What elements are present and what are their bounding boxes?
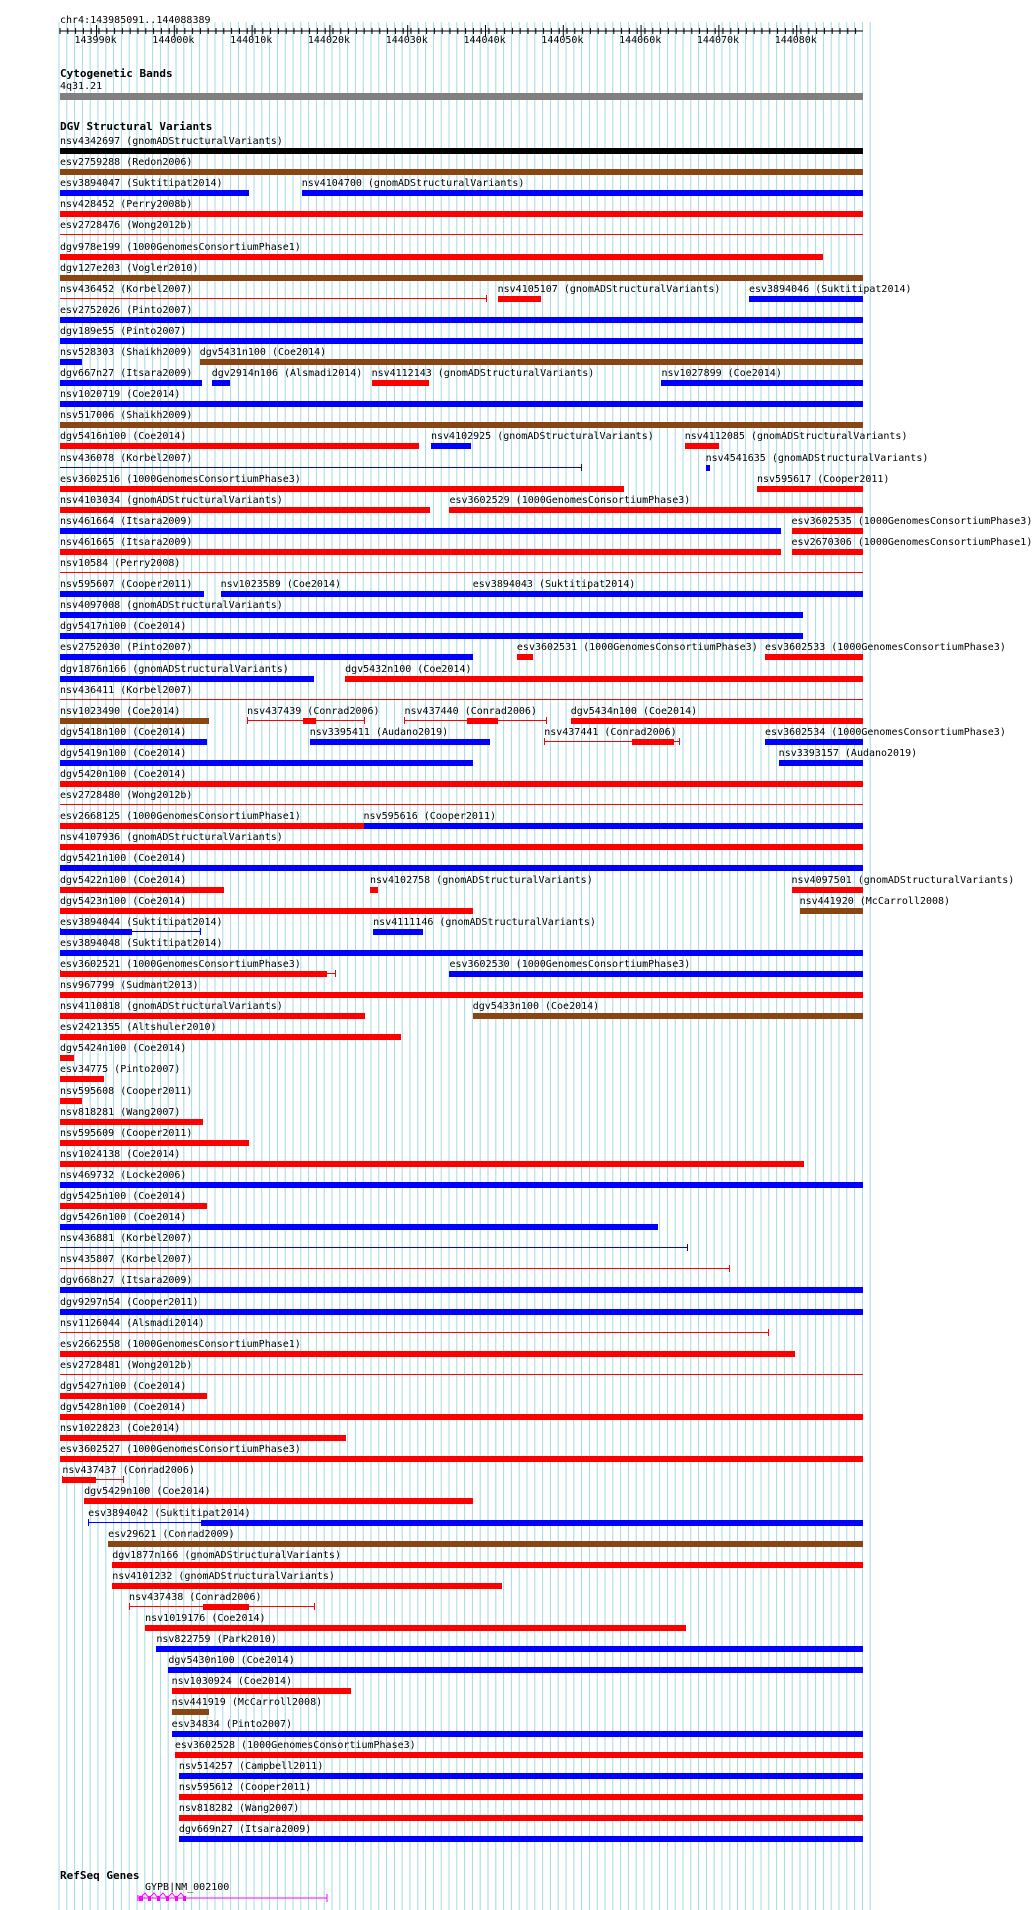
cytoband-bar[interactable] <box>60 93 863 100</box>
variant-bar[interactable] <box>310 739 491 745</box>
variant-bar[interactable] <box>179 1836 863 1842</box>
variant-bar[interactable] <box>156 1646 863 1652</box>
variant-label: dgv5433n100 (Coe2014) <box>472 1001 600 1013</box>
variant-line[interactable] <box>60 699 863 700</box>
variant-bar[interactable] <box>60 633 803 639</box>
variant-start-cap <box>88 1519 89 1526</box>
variant-label: esv3894044 (Suktitipat2014) <box>60 916 223 928</box>
variant-label: dgv5416n100 (Coe2014) <box>60 431 187 443</box>
variant-bar[interactable] <box>60 422 863 428</box>
variant-label: nsv436411 (Korbel2007) <box>60 684 193 696</box>
variant-end-cap <box>729 1265 730 1272</box>
variant-bar[interactable] <box>60 254 823 260</box>
variant-label: nsv1023490 (Coe2014) <box>60 705 181 717</box>
variant-label: nsv818281 (Wang2007) <box>60 1106 181 1118</box>
variant-label: nsv437440 (Conrad2006) <box>404 705 537 717</box>
variant-label: esv2728476 (Wong2012b) <box>60 220 193 232</box>
variant-label: esv3602528 (1000GenomesConsortiumPhase3) <box>174 1739 416 1751</box>
variant-label: nsv4342697 (gnomADStructuralVariants) <box>60 136 283 147</box>
variant-end-cap <box>364 717 365 724</box>
variant-label: nsv437439 (Conrad2006) <box>247 705 380 717</box>
variant-label: nsv461664 (Itsara2009) <box>60 515 193 527</box>
variant-label: nsv1027899 (Coe2014) <box>661 368 782 380</box>
variant-core-bar[interactable] <box>467 718 498 724</box>
variant-label: dgv5426n100 (Coe2014) <box>60 1212 187 1224</box>
variant-label: nsv528303 (Shaikh2009) <box>60 347 193 358</box>
variant-label: esv2752030 (Pinto2007) <box>60 642 193 654</box>
variant-bar[interactable] <box>60 1055 74 1061</box>
variant-bar[interactable] <box>168 1667 863 1673</box>
variant-label: esv3602530 (1000GenomesConsortiumPhase3) <box>449 958 691 970</box>
variant-bar[interactable] <box>60 1393 207 1399</box>
variant-label: nsv4541635 (gnomADStructuralVariants) <box>705 452 929 464</box>
variant-label: esv2759288 (Redon2006) <box>60 157 193 169</box>
variant-label: dgv5434n100 (Coe2014) <box>570 705 698 717</box>
variant-bar[interactable] <box>765 739 863 745</box>
variant-bar[interactable] <box>517 654 533 660</box>
variant-bar[interactable] <box>60 718 209 724</box>
variant-end-cap <box>335 970 336 977</box>
variant-bar[interactable] <box>60 1203 207 1209</box>
variant-label: dgv5431n100 (Coe2014) <box>199 347 327 358</box>
variant-core-bar[interactable] <box>203 1604 249 1610</box>
variant-bar[interactable] <box>84 1498 473 1504</box>
variant-label: nsv967799 (Sudmant2013) <box>60 980 199 991</box>
variant-bar[interactable] <box>145 1625 686 1631</box>
variant-bar[interactable] <box>60 865 863 871</box>
ruler-tick-label: 144010k <box>230 35 273 46</box>
variant-label: esv34775 (Pinto2007) <box>60 1064 181 1076</box>
variant-bar[interactable] <box>60 549 781 555</box>
variant-label: nsv595616 (Cooper2011) <box>363 811 496 823</box>
variant-bar[interactable] <box>60 507 430 513</box>
cytoband-track-title: Cytogenetic Bands <box>60 67 173 80</box>
variant-bar[interactable] <box>449 507 863 513</box>
variant-bar[interactable] <box>60 1076 104 1082</box>
variant-bar[interactable] <box>175 1752 863 1758</box>
ruler-tick-label: 144030k <box>385 35 428 46</box>
variant-bar[interactable] <box>60 739 207 745</box>
variant-label: nsv4104700 (gnomADStructuralVariants) <box>301 178 525 190</box>
variant-line[interactable] <box>60 1374 863 1375</box>
ruler-tick-label: 144020k <box>307 35 351 46</box>
variant-label: nsv428452 (Perry2008b) <box>60 199 193 211</box>
variant-label: nsv437441 (Conrad2006) <box>544 726 677 738</box>
variant-bar[interactable] <box>112 1562 863 1568</box>
variant-bar[interactable] <box>765 654 863 660</box>
variant-line[interactable] <box>60 1247 688 1248</box>
variant-label: esv3894046 (Suktitipat2014) <box>748 283 912 295</box>
variant-label: esv3602516 (1000GenomesConsortiumPhase3) <box>60 473 301 485</box>
variant-label: esv3602535 (1000GenomesConsortiumPhase3) <box>791 515 1032 527</box>
variant-start-cap <box>544 738 545 745</box>
variant-label: esv3602527 (1000GenomesConsortiumPhase3) <box>60 1444 301 1456</box>
variant-label: esv3602531 (1000GenomesConsortiumPhase3) <box>516 642 758 654</box>
variant-label: nsv4103034 (gnomADStructuralVariants) <box>60 494 283 506</box>
variant-bar[interactable] <box>60 1161 804 1167</box>
variant-label: nsv595612 (Cooper2011) <box>178 1781 312 1793</box>
variant-start-cap <box>129 1603 130 1610</box>
variant-bar[interactable] <box>179 1815 863 1821</box>
variant-bar[interactable] <box>345 676 863 682</box>
cytoband-label: 4q31.21 <box>60 81 103 92</box>
variant-label: nsv595609 (Cooper2011) <box>60 1127 193 1139</box>
variant-label: dgv5420n100 (Coe2014) <box>60 769 187 780</box>
variant-core-bar[interactable] <box>60 929 132 935</box>
variant-label: esv3602533 (1000GenomesConsortiumPhase3) <box>765 642 1006 654</box>
variant-label: dgv5430n100 (Coe2014) <box>168 1655 295 1667</box>
variant-line[interactable] <box>60 804 863 805</box>
variant-bar[interactable] <box>60 950 863 956</box>
variant-label: nsv1126044 (Alsmadi2014) <box>60 1317 205 1329</box>
refseq-track-title: RefSeq Genes <box>60 1869 140 1882</box>
variant-label: nsv441919 (McCarroll2008) <box>171 1697 323 1709</box>
variant-end-cap <box>486 295 487 302</box>
variant-start-cap <box>404 717 405 724</box>
variant-bar[interactable] <box>60 486 624 492</box>
variant-bar[interactable] <box>60 169 863 175</box>
variant-bar[interactable] <box>60 1119 203 1125</box>
variant-label: esv3602534 (1000GenomesConsortiumPhase3) <box>765 726 1006 738</box>
variant-label: nsv1020719 (Coe2014) <box>60 389 181 401</box>
variant-bar[interactable] <box>60 612 803 618</box>
variant-label: dgv5419n100 (Coe2014) <box>60 747 187 759</box>
variant-label: nsv595617 (Cooper2011) <box>757 473 890 485</box>
variant-line[interactable] <box>60 467 582 468</box>
variant-line[interactable] <box>60 298 487 299</box>
variant-bar[interactable] <box>60 1414 863 1420</box>
variant-bar[interactable] <box>449 971 863 977</box>
variant-bar[interactable] <box>60 1287 863 1293</box>
variant-label: dgv5423n100 (Coe2014) <box>60 895 187 907</box>
ruler[interactable] <box>0 0 890 60</box>
variant-label: esv2728480 (Wong2012b) <box>60 790 193 802</box>
variant-bar[interactable] <box>60 781 863 787</box>
variant-label: nsv461665 (Itsara2009) <box>60 536 193 548</box>
variant-bar[interactable] <box>60 908 473 914</box>
variant-bar[interactable] <box>370 887 378 893</box>
variant-label: dgv5418n100 (Coe2014) <box>60 726 187 738</box>
variant-label: dgv5427n100 (Coe2014) <box>60 1380 187 1392</box>
variant-label: nsv1030924 (Coe2014) <box>171 1676 293 1688</box>
variant-bar[interactable] <box>792 549 863 555</box>
variant-label: nsv4107936 (gnomADStructuralVariants) <box>60 832 283 844</box>
variant-bar[interactable] <box>112 1583 501 1589</box>
variant-bar[interactable] <box>302 190 863 196</box>
variant-label: esv2670306 (1000GenomesConsortiumPhase1) <box>791 536 1032 548</box>
variant-label: nsv4112143 (gnomADStructuralVariants) <box>371 368 595 380</box>
variant-label: esv2662558 (1000GenomesConsortiumPhase1) <box>60 1338 301 1350</box>
variant-bar[interactable] <box>800 908 863 914</box>
variant-bar[interactable] <box>60 654 473 660</box>
variant-label: nsv4097008 (gnomADStructuralVariants) <box>60 600 283 612</box>
variant-label: nsv595607 (Cooper2011) <box>60 579 193 591</box>
variant-label: dgv668n27 (Itsara2009) <box>60 1275 193 1287</box>
variant-label: esv3894042 (Suktitipat2014) <box>88 1507 251 1519</box>
variant-bar[interactable] <box>792 528 863 534</box>
variant-line[interactable] <box>60 572 863 573</box>
variant-label: nsv1024138 (Coe2014) <box>60 1148 181 1160</box>
variant-label: nsv1022823 (Coe2014) <box>60 1423 181 1435</box>
variant-line[interactable] <box>60 1268 730 1269</box>
variant-label: esv2668125 (1000GenomesConsortiumPhase1) <box>60 811 301 823</box>
variant-end-cap <box>200 928 201 935</box>
variant-bar[interactable] <box>473 1013 863 1019</box>
variant-bar[interactable] <box>221 591 473 597</box>
variant-label: esv3602529 (1000GenomesConsortiumPhase3) <box>449 494 691 506</box>
variant-bar[interactable] <box>172 1688 351 1694</box>
variant-bar[interactable] <box>60 528 781 534</box>
variant-label: nsv1023589 (Coe2014) <box>220 579 342 591</box>
variant-bar[interactable] <box>60 676 314 682</box>
variant-bar[interactable] <box>60 992 863 998</box>
variant-core-bar[interactable] <box>303 718 317 724</box>
variant-bar[interactable] <box>60 1224 658 1230</box>
variant-bar[interactable] <box>179 1794 863 1800</box>
ruler-tick-label: 144080k <box>774 35 817 46</box>
ruler-tick-label: 144050k <box>541 35 584 46</box>
variant-label: nsv517006 (Shaikh2009) <box>60 410 193 422</box>
variant-bar[interactable] <box>60 1098 82 1104</box>
variant-bar[interactable] <box>60 1309 863 1315</box>
variant-core-bar[interactable] <box>201 1520 863 1526</box>
variant-label: dgv127e203 (Vogler2010) <box>60 262 199 274</box>
variant-bar[interactable] <box>60 148 863 154</box>
variant-bar[interactable] <box>779 760 863 766</box>
variant-label: nsv436881 (Korbel2007) <box>60 1233 193 1245</box>
variant-label: nsv4101232 (gnomADStructuralVariants) <box>112 1570 335 1582</box>
variant-label: nsv1019176 (Coe2014) <box>145 1613 266 1624</box>
variant-bar[interactable] <box>60 1435 346 1441</box>
variant-end-cap <box>679 738 680 745</box>
variant-label: nsv435807 (Korbel2007) <box>60 1254 193 1266</box>
variant-line[interactable] <box>60 1332 769 1333</box>
variant-bar[interactable] <box>60 380 202 386</box>
variant-bar[interactable] <box>372 380 429 386</box>
variant-bar[interactable] <box>685 443 720 449</box>
variant-label: nsv437437 (Conrad2006) <box>62 1465 195 1477</box>
variant-label: dgv5432n100 (Coe2014) <box>345 663 472 675</box>
variant-label: nsv514257 (Campbell2011) <box>178 1760 324 1772</box>
variant-bar[interactable] <box>60 1013 365 1019</box>
variant-bar[interactable] <box>60 591 204 597</box>
variant-label: nsv4102925 (gnomADStructuralVariants) <box>430 431 654 443</box>
variant-label: esv2752026 (Pinto2007) <box>60 304 193 316</box>
variant-bar[interactable] <box>60 401 863 407</box>
variant-bar[interactable] <box>60 887 224 893</box>
variant-label: dgv5422n100 (Coe2014) <box>60 874 187 886</box>
variant-line[interactable] <box>60 234 863 235</box>
variant-bar[interactable] <box>60 190 249 196</box>
variant-label: dgv5428n100 (Coe2014) <box>60 1402 187 1413</box>
variant-label: nsv10584 (Perry2008) <box>60 558 181 569</box>
variant-label: dgv5417n100 (Coe2014) <box>60 621 187 633</box>
variant-core-bar[interactable] <box>62 1477 96 1483</box>
variant-label: esv3894048 (Suktitipat2014) <box>60 937 223 949</box>
variant-label: esv2728481 (Wong2012b) <box>60 1359 193 1371</box>
variant-label: nsv595608 (Cooper2011) <box>60 1085 193 1097</box>
variant-bar[interactable] <box>60 760 473 766</box>
ruler-tick-label: 144060k <box>619 35 662 46</box>
variant-start-cap <box>247 717 248 724</box>
variant-bar[interactable] <box>431 443 471 449</box>
variant-label: esv3894043 (Suktitipat2014) <box>472 579 636 591</box>
variant-bar[interactable] <box>60 1140 249 1146</box>
variant-label: esv2421355 (Altshuler2010) <box>60 1022 217 1034</box>
variant-label: nsv469732 (Locke2006) <box>60 1169 187 1181</box>
variant-label: dgv669n27 (Itsara2009) <box>178 1824 312 1835</box>
variant-label: esv34834 (Pinto2007) <box>171 1718 293 1730</box>
variant-label: dgv9297n54 (Cooper2011) <box>60 1296 199 1308</box>
ruler-tick-label: 144070k <box>696 35 740 46</box>
variant-bar[interactable] <box>60 1351 795 1357</box>
variant-bar[interactable] <box>373 929 423 935</box>
variant-end-cap <box>581 464 582 471</box>
region-label: chr4:143985091..144088389 <box>60 15 211 26</box>
variant-label: dgv5429n100 (Coe2014) <box>84 1486 211 1498</box>
variant-bar[interactable] <box>661 380 863 386</box>
variant-label: dgv189e55 (Pinto2007) <box>60 325 187 337</box>
refseq-gene-label: GYPB|NM_002100 <box>145 1882 230 1893</box>
variant-label: nsv822759 (Park2010) <box>156 1634 277 1646</box>
variant-bar[interactable] <box>792 887 863 893</box>
variant-bar[interactable] <box>200 359 863 365</box>
variant-label: nsv818282 (Wang2007) <box>178 1802 300 1814</box>
variant-core-bar[interactable] <box>60 971 327 977</box>
variant-bar[interactable] <box>60 359 82 365</box>
variant-bar[interactable] <box>60 317 863 323</box>
variant-bar[interactable] <box>60 211 863 217</box>
variant-label: nsv4112085 (gnomADStructuralVariants) <box>684 431 908 443</box>
variant-label: nsv3393157 (Audano2019) <box>778 747 918 759</box>
variant-label: dgv5421n100 (Coe2014) <box>60 853 187 865</box>
variant-label: nsv4097501 (gnomADStructuralVariants) <box>791 874 1015 886</box>
dgv-track-title: DGV Structural Variants <box>60 120 213 133</box>
variant-label: dgv2914n106 (Alsmadi2014) <box>211 368 363 380</box>
variant-bar[interactable] <box>498 296 541 302</box>
ruler-tick-label: 143990k <box>74 35 117 46</box>
variant-bar[interactable] <box>60 275 863 281</box>
variant-label: dgv667n27 (Itsara2009) <box>60 368 193 380</box>
variant-bar[interactable] <box>60 1034 401 1040</box>
variant-bar[interactable] <box>749 296 863 302</box>
variant-label: nsv4102758 (gnomADStructuralVariants) <box>369 874 593 886</box>
variant-label: nsv436452 (Korbel2007) <box>60 283 193 295</box>
variant-label: dgv1877n166 (gnomADStructuralVariants) <box>112 1549 341 1561</box>
variant-bar[interactable] <box>706 465 710 471</box>
variant-end-cap <box>123 1476 124 1483</box>
variant-end-cap <box>768 1329 769 1336</box>
variant-bar[interactable] <box>212 380 230 386</box>
variant-label: esv29621 (Conrad2009) <box>108 1528 235 1540</box>
variant-label: dgv5425n100 (Coe2014) <box>60 1191 187 1202</box>
gene-model-GYPB[interactable] <box>135 1892 365 1906</box>
variant-label: dgv1876n166 (gnomADStructuralVariants) <box>60 663 289 675</box>
variant-label: esv3894047 (Suktitipat2014) <box>60 178 223 190</box>
variant-label: nsv437438 (Conrad2006) <box>129 1591 262 1603</box>
variant-bar[interactable] <box>172 1731 863 1737</box>
variant-label: dgv5424n100 (Coe2014) <box>60 1043 187 1055</box>
ruler-tick-label: 144040k <box>463 35 506 46</box>
variant-end-cap <box>314 1603 315 1610</box>
variant-bar[interactable] <box>60 844 863 850</box>
variant-label: esv3602521 (1000GenomesConsortiumPhase3) <box>60 958 301 970</box>
variant-bar[interactable] <box>108 1541 863 1547</box>
variant-label: nsv3395411 (Audano2019) <box>309 726 449 738</box>
variant-bar[interactable] <box>757 486 863 492</box>
variant-label: dgv978e199 (1000GenomesConsortiumPhase1) <box>60 241 301 253</box>
variant-label: nsv441920 (McCarroll2008) <box>799 895 951 907</box>
variant-label: nsv436078 (Korbel2007) <box>60 452 193 464</box>
variant-bar[interactable] <box>571 718 863 724</box>
variant-bar[interactable] <box>60 443 419 449</box>
variant-bar[interactable] <box>60 1182 863 1188</box>
variant-bar[interactable] <box>60 338 863 344</box>
variant-bar[interactable] <box>179 1773 863 1779</box>
variant-core-bar[interactable] <box>632 739 675 745</box>
variant-label: nsv4111146 (gnomADStructuralVariants) <box>373 916 596 928</box>
ruler-tick-label: 144000k <box>152 35 195 46</box>
variant-end-cap <box>546 717 547 724</box>
variant-end-cap <box>687 1244 688 1251</box>
variant-label: nsv4110818 (gnomADStructuralVariants) <box>60 1001 283 1013</box>
variant-bar[interactable] <box>473 591 863 597</box>
variant-bar[interactable] <box>60 1456 863 1462</box>
variant-label: nsv4105107 (gnomADStructuralVariants) <box>497 283 721 295</box>
variant-bar[interactable] <box>364 823 863 829</box>
variant-bar[interactable] <box>172 1709 209 1715</box>
